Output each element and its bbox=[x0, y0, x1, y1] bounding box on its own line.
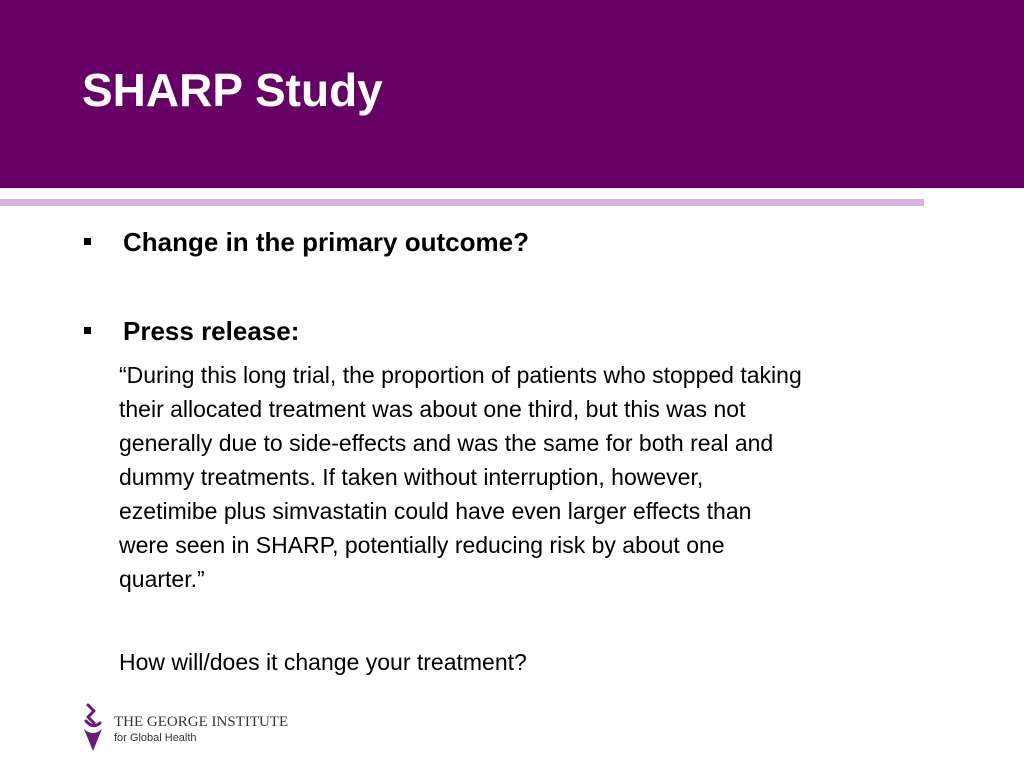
bullet-item bbox=[84, 226, 529, 258]
george-institute-logo bbox=[80, 703, 288, 755]
closing-question: How will/does it change your treatment? bbox=[119, 649, 527, 675]
bullet-item bbox=[84, 315, 299, 347]
george-institute-logo-icon bbox=[80, 703, 106, 755]
square-bullet-icon bbox=[84, 238, 91, 245]
quote-line: quarter.” bbox=[119, 566, 205, 592]
logo-text bbox=[114, 713, 288, 745]
logo-subtitle: for Global Health bbox=[114, 732, 197, 744]
quote-line: dummy treatments. If taken without interruption, however, bbox=[119, 464, 704, 490]
quote-line: ezetimibe plus simvastatin could have even larger effects than bbox=[119, 498, 752, 524]
bullet-text: Press release: bbox=[123, 316, 300, 346]
quote-line: their allocated treatment was about one third, but this was not bbox=[119, 396, 746, 422]
slide-title: SHARP Study bbox=[82, 64, 383, 116]
bullet-text: Change in the primary outcome? bbox=[123, 227, 529, 257]
quote-line: generally due to side-effects and was the same for both real and bbox=[119, 430, 774, 456]
title-bar bbox=[0, 0, 1024, 188]
press-release-quote bbox=[119, 358, 979, 596]
square-bullet-icon bbox=[84, 327, 91, 334]
logo-name: THE GEORGE INSTITUTE bbox=[114, 714, 289, 730]
title-divider bbox=[0, 199, 924, 206]
quote-line: “During this long trial, the proportion of patients who stopped taking bbox=[119, 362, 802, 388]
quote-line: were seen in SHARP, potentially reducing risk by about one bbox=[119, 532, 725, 558]
